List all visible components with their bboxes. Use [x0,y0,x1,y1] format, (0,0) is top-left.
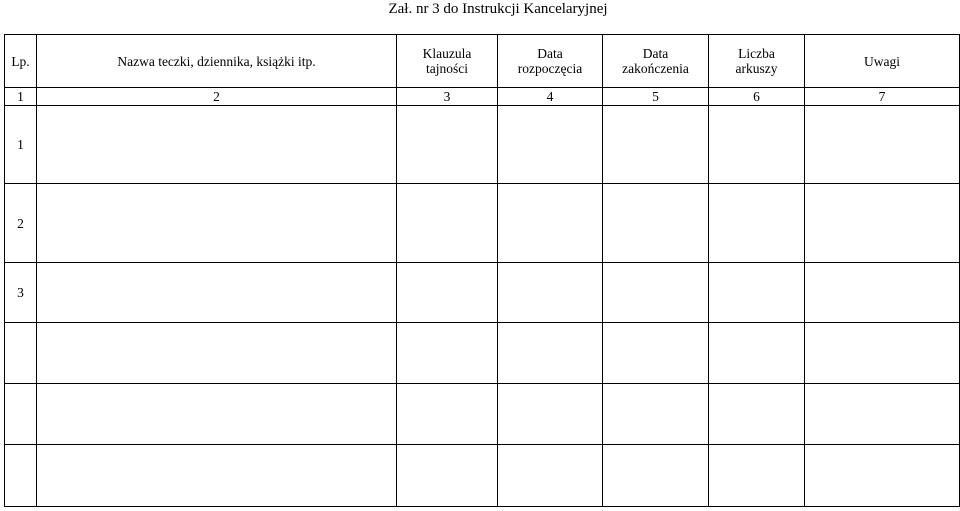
end-date-cell[interactable] [603,445,709,507]
column-number: 5 [603,88,709,106]
column-header-sheet-count: Liczba arkuszy [709,35,805,88]
name-cell[interactable] [37,323,397,384]
uwagi-cell[interactable] [805,106,960,184]
uwagi-cell[interactable] [805,263,960,323]
column-header-uwagi: Uwagi [805,35,960,88]
sheet-count-cell[interactable] [709,184,805,263]
header-row [5,35,960,88]
start-date-cell[interactable] [498,106,603,184]
column-number-row [5,88,960,106]
klauzula-cell[interactable] [397,384,498,445]
row-number [5,384,37,445]
start-date-cell[interactable] [498,445,603,507]
start-date-cell[interactable] [498,263,603,323]
klauzula-cell[interactable] [397,263,498,323]
sheet-count-cell[interactable] [709,106,805,184]
table-row [5,106,960,184]
column-number: 4 [498,88,603,106]
end-date-cell[interactable] [603,323,709,384]
klauzula-cell[interactable] [397,445,498,507]
row-number: 2 [5,184,37,263]
klauzula-cell[interactable] [397,184,498,263]
table-row [5,323,960,384]
uwagi-cell[interactable] [805,184,960,263]
row-number [5,323,37,384]
name-cell[interactable] [37,106,397,184]
sheet-count-cell[interactable] [709,323,805,384]
column-number: 1 [5,88,37,106]
register-table [4,34,960,507]
table-row [5,184,960,263]
end-date-cell[interactable] [603,106,709,184]
start-date-cell[interactable] [498,384,603,445]
end-date-cell[interactable] [603,263,709,323]
column-header-name: Nazwa teczki, dziennika, książki itp. [37,35,397,88]
table-row [5,384,960,445]
table-row [5,263,960,323]
column-number: 7 [805,88,960,106]
end-date-cell[interactable] [603,384,709,445]
column-number: 2 [37,88,397,106]
column-header-klauzula: Klauzula tajności [397,35,498,88]
start-date-cell[interactable] [498,184,603,263]
attachment-title: Zał. nr 3 do Instrukcji Kancelaryjnej [388,1,608,17]
table-row [5,445,960,507]
sheet-count-cell[interactable] [709,384,805,445]
name-cell[interactable] [37,445,397,507]
klauzula-cell[interactable] [397,106,498,184]
column-number: 6 [709,88,805,106]
column-number: 3 [397,88,498,106]
row-number: 3 [5,263,37,323]
name-cell[interactable] [37,384,397,445]
sheet-count-cell[interactable] [709,445,805,507]
name-cell[interactable] [37,184,397,263]
uwagi-cell[interactable] [805,445,960,507]
column-header-end-date: Data zakończenia [603,35,709,88]
column-header-lp: Lp. [5,35,37,88]
sheet-count-cell[interactable] [709,263,805,323]
klauzula-cell[interactable] [397,323,498,384]
start-date-cell[interactable] [498,323,603,384]
uwagi-cell[interactable] [805,384,960,445]
row-number: 1 [5,106,37,184]
column-header-start-date: Data rozpoczęcia [498,35,603,88]
row-number [5,445,37,507]
uwagi-cell[interactable] [805,323,960,384]
end-date-cell[interactable] [603,184,709,263]
name-cell[interactable] [37,263,397,323]
page-header [0,0,960,20]
